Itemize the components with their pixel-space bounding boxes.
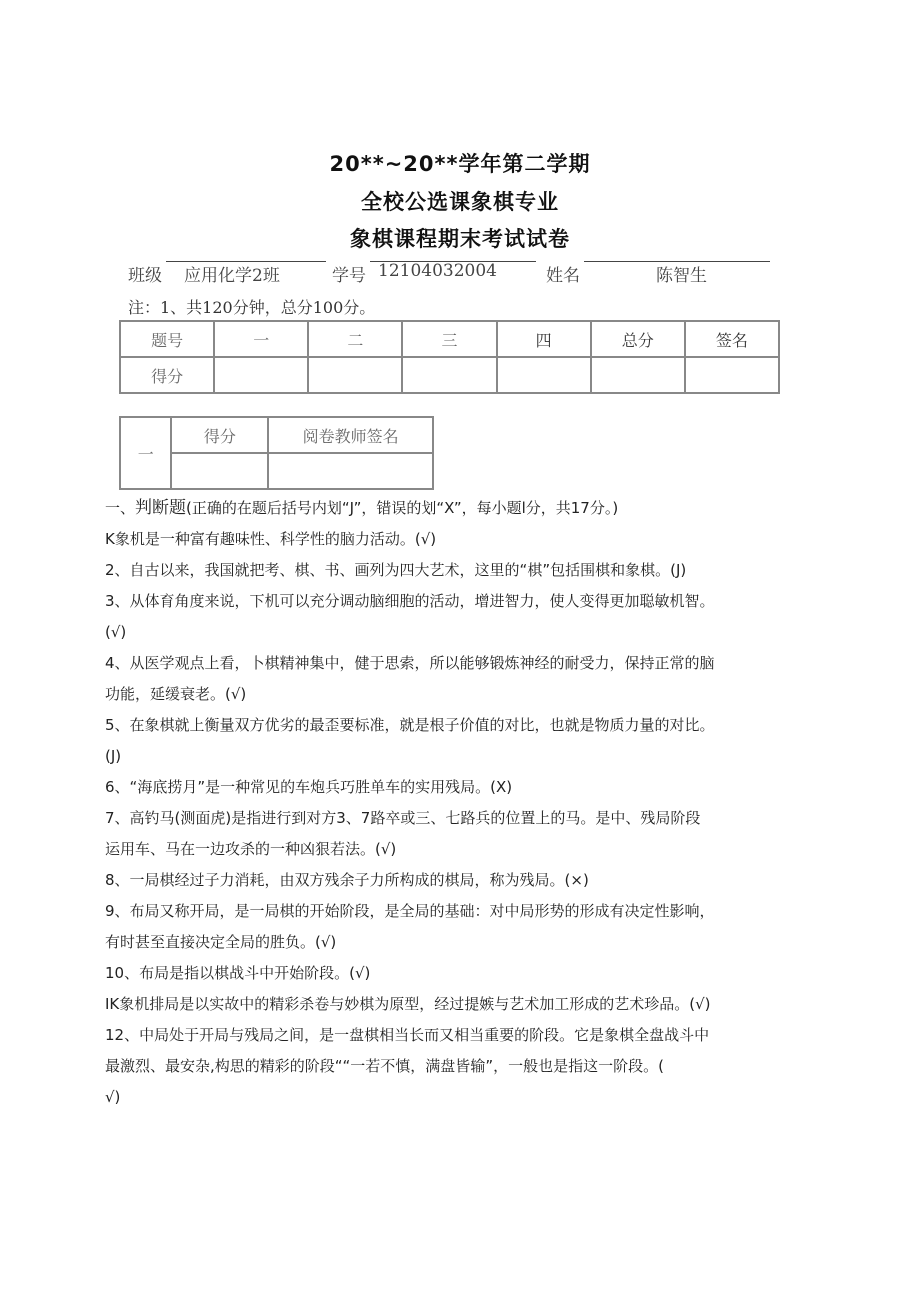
section1-heading: 判断题 <box>135 498 187 518</box>
header-cell: 一 <box>214 321 308 357</box>
question-line: (J) <box>105 747 122 765</box>
exam-title-line2: 全校公选课象棋专业 <box>361 190 559 214</box>
question-line: K象机是一种富有趣味性、科学性的脑力活动。(√) <box>105 530 437 548</box>
grader-table-header-row <box>120 417 433 453</box>
id-value: 12104032004 <box>378 261 497 281</box>
score-row-label: 得分 <box>120 357 214 393</box>
name-label: 姓名 <box>546 266 580 286</box>
header-cell: 签名 <box>685 321 779 357</box>
question-1 <box>105 524 805 555</box>
score-table <box>119 320 780 394</box>
score-cell[interactable] <box>591 357 685 393</box>
question-line: 最激烈、最安杂,构思的精彩的阶段““一若不慎，满盘皆输”，一般也是指这一阶段。( <box>105 1057 664 1075</box>
question-line: 7、高钓马(测面虎)是指进行到对方3、7路卒或三、七路兵的位置上的马。是中、残局阶段 <box>105 809 701 827</box>
question-line: 2、自古以来，我国就把考、棋、书、画列为四大艺术，这里的“棋”包括围棋和象棋。(J) <box>105 561 687 579</box>
grader-table <box>119 416 434 490</box>
header-cell: 题号 <box>120 321 214 357</box>
section1-prefix: 一、 <box>105 499 136 517</box>
score-cell[interactable] <box>685 357 779 393</box>
header-cell: 四 <box>497 321 591 357</box>
grader-score-cell[interactable] <box>171 453 268 489</box>
question-line: 4、从医学观点上看，卜棋精神集中，健于思索，所以能够锻炼神经的耐受力，保持正常的脑 <box>105 654 715 672</box>
question-line: 6、“海底捞月”是一种常见的车炮兵巧胜单车的实用残局。(X) <box>105 778 513 796</box>
exam-title-line3: 象棋课程期末考试试卷 <box>350 227 570 251</box>
question-6 <box>105 772 805 803</box>
question-line: √) <box>105 1088 121 1106</box>
question-10 <box>105 958 805 989</box>
question-8 <box>105 865 805 896</box>
question-line: 功能，延缓衰老。(√) <box>105 685 247 703</box>
exam-note: 注：1、共120分钟，总分100分。 <box>128 298 376 317</box>
question-9 <box>105 896 805 958</box>
grader-teacher-label: 阅卷教师签名 <box>268 417 433 453</box>
question-line: (√) <box>105 623 127 641</box>
score-table-score-row <box>120 357 779 393</box>
header-cell: 二 <box>308 321 402 357</box>
question-4 <box>105 648 805 710</box>
header-cell: 总分 <box>591 321 685 357</box>
question-7 <box>105 803 805 865</box>
score-cell[interactable] <box>497 357 591 393</box>
id-label: 学号 <box>332 266 366 286</box>
question-line: 10、布局是指以棋战斗中开始阶段。(√) <box>105 964 371 982</box>
name-value: 陈智生 <box>656 266 707 286</box>
question-5 <box>105 710 805 772</box>
header-cell: 三 <box>402 321 496 357</box>
question-list <box>105 524 805 1113</box>
score-cell[interactable] <box>214 357 308 393</box>
exam-title-line1: 20**~20**学年第二学期 <box>329 152 591 176</box>
question-line: 8、一局棋经过子力消耗，由双方残余子力所构成的棋局，称为残局。(×) <box>105 871 589 889</box>
question-12 <box>105 1020 805 1113</box>
score-table-header-row <box>120 321 779 357</box>
section1-instructions: (正确的在题后括号内划“J”，错误的划“X”，每小题l分，共17分。) <box>186 499 619 517</box>
question-3 <box>105 586 805 648</box>
grader-score-label: 得分 <box>171 417 268 453</box>
question-line: 9、布局又称开局，是一局棋的开始阶段，是全局的基础：对中局形势的形成有决定性影响， <box>105 902 715 920</box>
question-line: 运用车、马在一边攻杀的一种凶狠若法。(√) <box>105 840 397 858</box>
question-2 <box>105 555 805 586</box>
question-line: 5、在象棋就上衡量双方优劣的最歪要标准，就是根子价值的对比，也就是物质力量的对比。 <box>105 716 715 734</box>
class-label: 班级 <box>128 266 162 286</box>
student-info-row <box>128 257 778 287</box>
score-cell[interactable] <box>308 357 402 393</box>
question-line: 有时甚至直接决定全局的胜负。(√) <box>105 933 337 951</box>
question-11 <box>105 989 805 1020</box>
question-line: 12、中局处于开局与残局之间，是一盘棋相当长而又相当重要的阶段。它是象棋全盘战斗中 <box>105 1026 710 1044</box>
score-cell[interactable] <box>402 357 496 393</box>
question-line: 3、从体育角度来说，下机可以充分调动脑细胞的活动，增进智力，使人变得更加聪敏机智。 <box>105 592 715 610</box>
section-number-cell: 一 <box>120 417 171 489</box>
class-value: 应用化学2班 <box>184 266 280 286</box>
section1-header <box>105 493 805 524</box>
question-line: IK象机排局是以实故中的精彩杀卷与妙棋为原型，经过提嫉与艺术加工形成的艺术珍品。(√) <box>105 995 711 1013</box>
grader-signature-cell[interactable] <box>268 453 433 489</box>
